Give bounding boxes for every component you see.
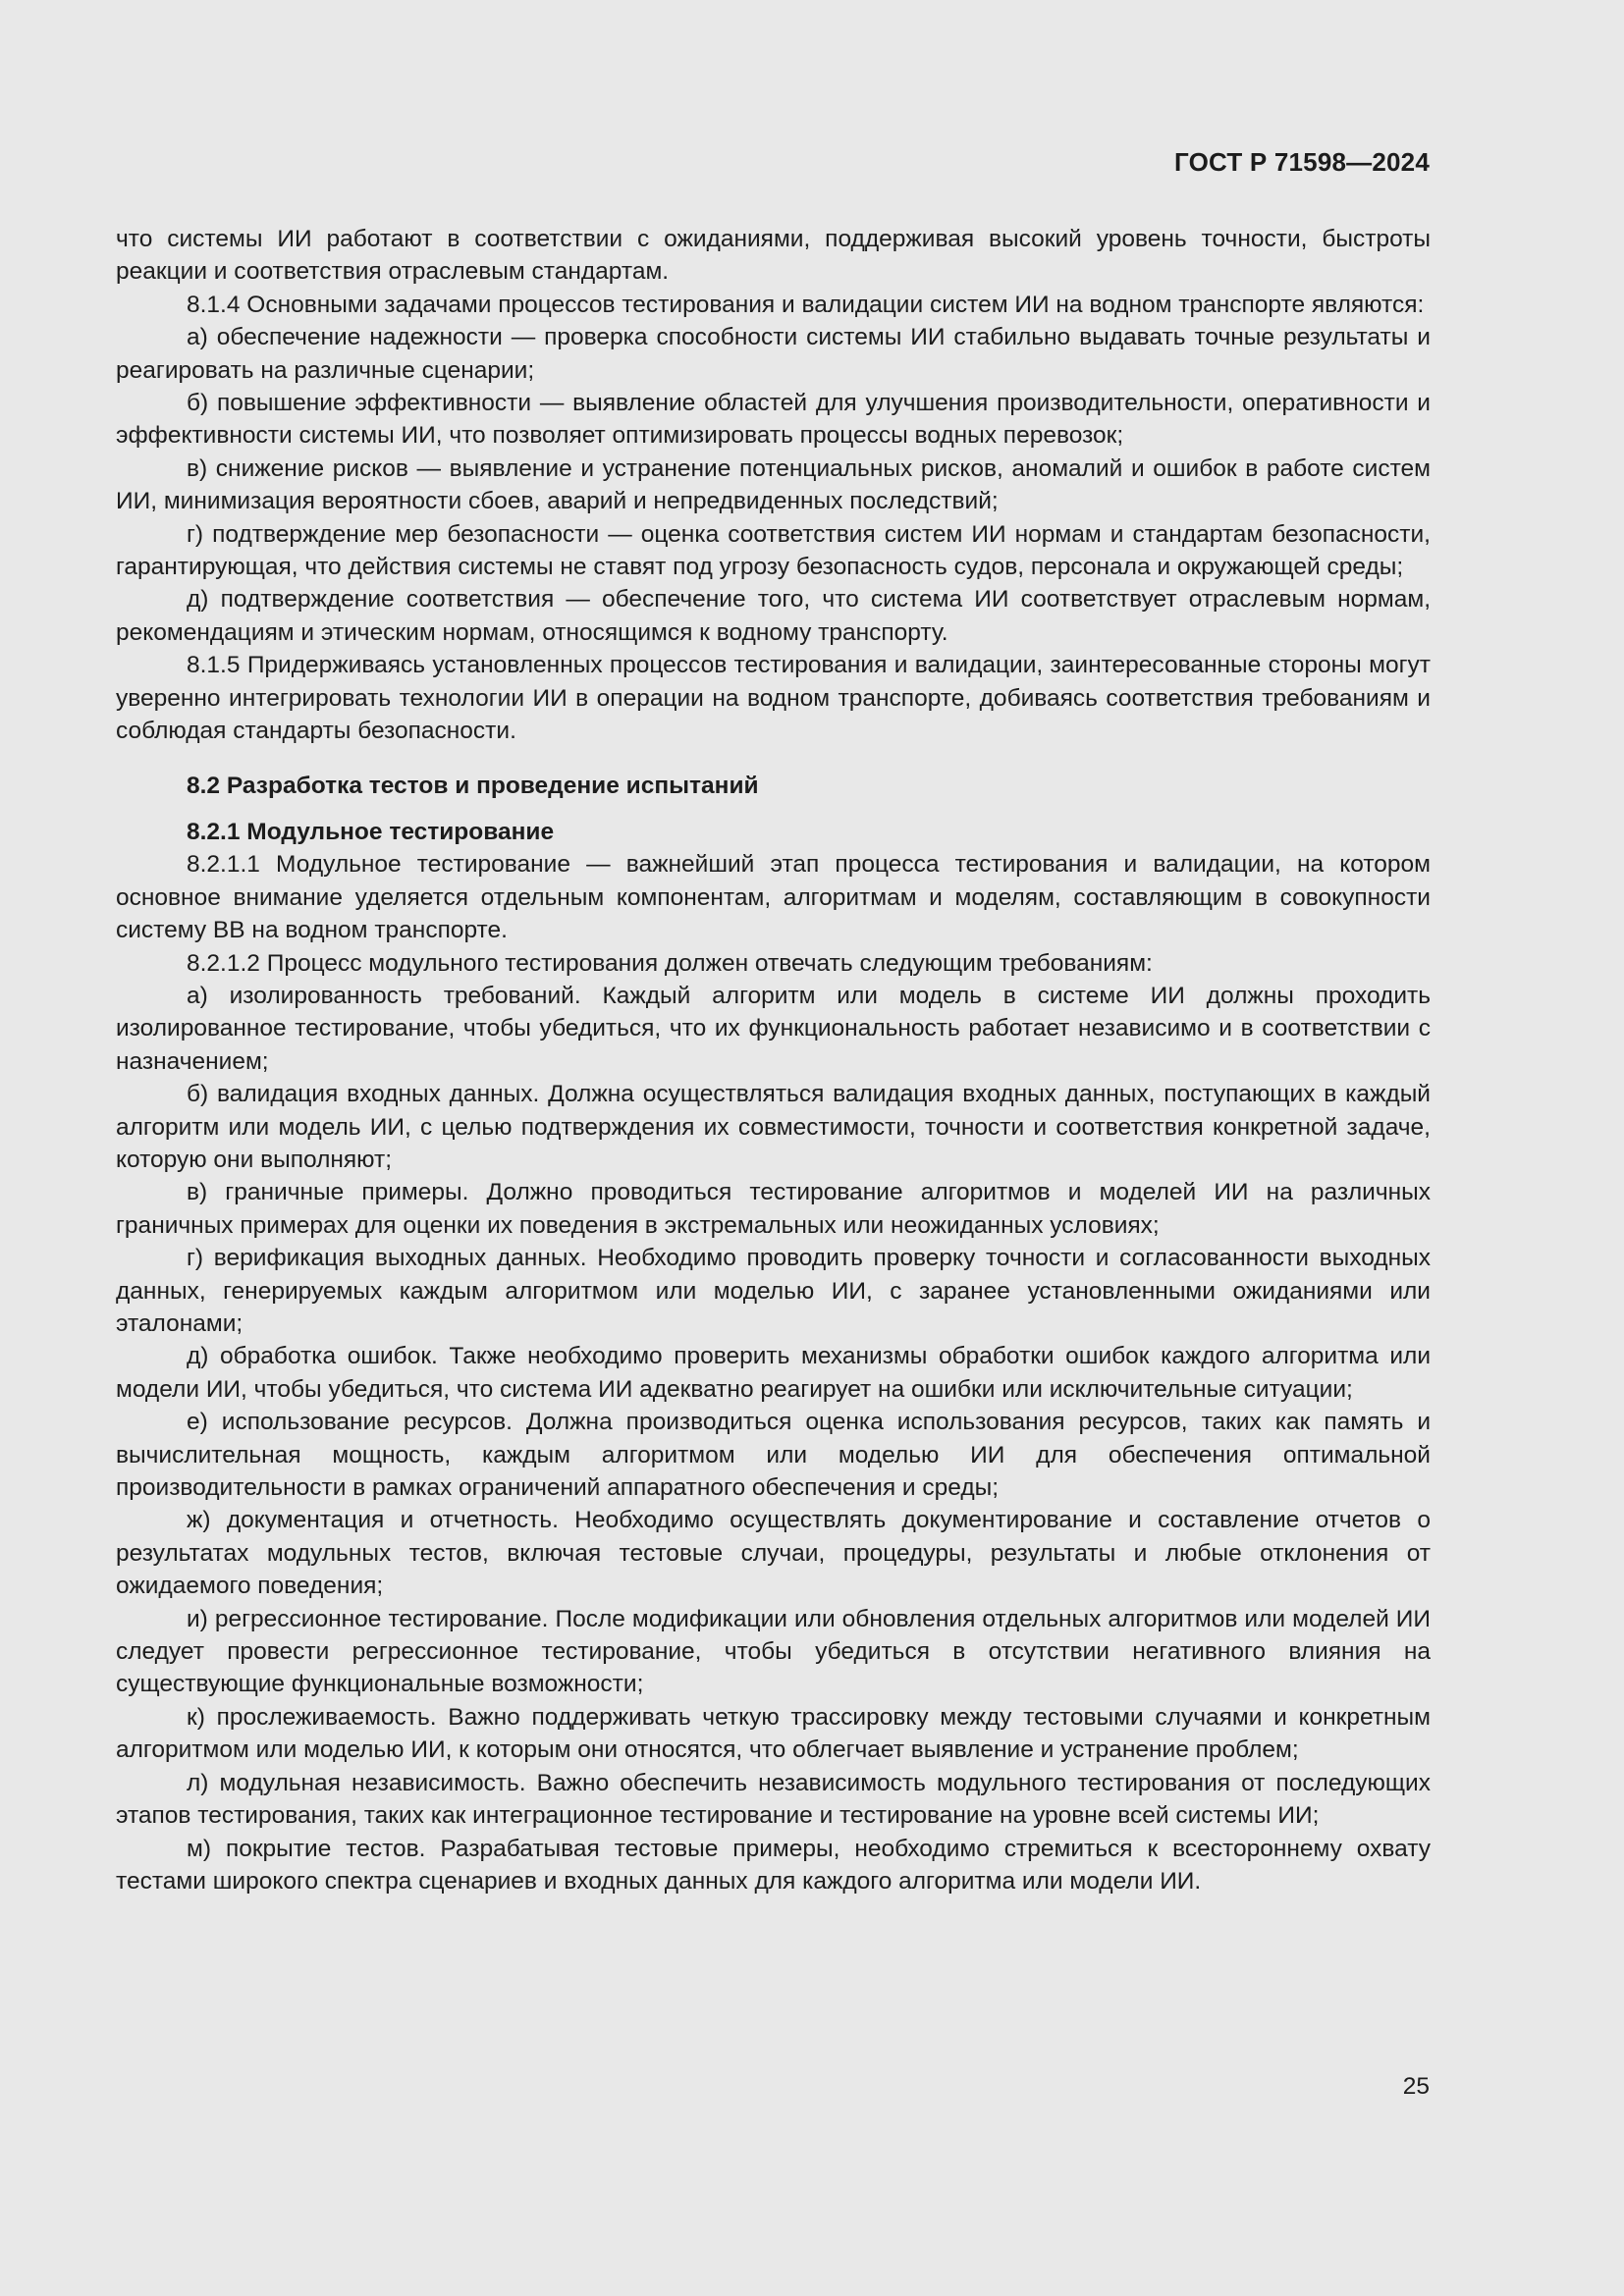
list-item: д) обработка ошибок. Также необходимо проверить механизмы обработки ошибок каждого алгоритма или модели ИИ, чтобы убедиться, что система ИИ адекватно реагирует на ошибки или исключительные ситуации;: [116, 1343, 1431, 1403]
list-item: б) повышение эффективности — выявление областей для улучшения производительности, оперативности и эффективности системы ИИ, что позволяет оптимизировать процессы водных перевозок;: [116, 390, 1431, 450]
clause-8-2-1-2: 8.2.1.2 Процесс модульного тестирования должен отвечать следующим требованиям:: [187, 949, 1153, 977]
list-item: г) подтверждение мер безопасности — оценка соответствия систем ИИ нормам и стандартам безопасности, гарантирующая, что действия системы не ставят под угрозу безопасность судов, персонала и окружающей среды;: [116, 520, 1431, 581]
section-heading: 8.2 Разработка тестов и проведение испытаний: [187, 772, 759, 799]
list-item: д) подтверждение соответствия — обеспечение того, что система ИИ соответствует отраслевым нормам, рекомендациям и этическим нормам, относящимся к водному транспорту.: [116, 586, 1431, 646]
list-item: а) изолированность требований. Каждый алгоритм или модель в системе ИИ должны проходить изолированное тестирование, чтобы убедиться, что их функциональность работает независимо и в соответствии с назначением;: [116, 982, 1431, 1075]
list-item: е) использование ресурсов. Должна производиться оценка использования ресурсов, таких как память и вычислительная мощность, каждым алгоритмом или моделью ИИ для обеспечения оптимальной производительности в рамках ограничений аппаратного обеспечения и среды;: [116, 1409, 1431, 1502]
list-item: м) покрытие тестов. Разрабатывая тестовые примеры, необходимо стремиться к всестороннему охвату тестами широкого спектра сценариев и входных данных для каждого алгоритма или модели ИИ.: [116, 1835, 1431, 1895]
list-item: л) модульная независимость. Важно обеспечить независимость модульного тестирования от последующих этапов тестирования, таких как интеграционное тестирование и тестирование на уровне всей системы ИИ;: [116, 1769, 1431, 1830]
document-body: [116, 223, 1431, 1897]
list-item: б) валидация входных данных. Должна осуществляться валидация входных данных, поступающих в каждый алгоритм или модель ИИ, с целью подтверждения их совместимости, точности и соответствия конкретной задаче, которую они выполняют;: [116, 1081, 1431, 1173]
clause-8-1-5: 8.1.5 Придерживаясь установленных процессов тестирования и валидации, заинтересованные стороны могут уверенно интегрировать технологии ИИ в операции на водном транспорте, добиваясь соответствия требованиям и соблюдая стандарты безопасности.: [116, 652, 1431, 745]
page-number: 25: [1402, 2073, 1430, 2100]
list-item: и) регрессионное тестирование. После модификации или обновления отдельных алгоритмов или моделей ИИ следует провести регрессионное тестирование, чтобы убедиться в отсутствии негативного влияния на существующие функциональные возможности;: [116, 1605, 1431, 1698]
list-item: в) снижение рисков — выявление и устранение потенциальных рисков, аномалий и ошибок в работе систем ИИ, минимизация вероятности сбоев, аварий и непредвиденных последствий;: [116, 454, 1431, 515]
subsection-heading: 8.2.1 Модульное тестирование: [187, 818, 555, 845]
clause-8-1-4: 8.1.4 Основными задачами процессов тестирования и валидации систем ИИ на водном транспорте являются:: [187, 291, 1425, 318]
list-item: в) граничные примеры. Должно проводиться тестирование алгоритмов и моделей ИИ на различных граничных примерах для оценки их поведения в экстремальных или неожиданных условиях;: [116, 1179, 1431, 1239]
list-item: ж) документация и отчетность. Необходимо осуществлять документирование и составление отчетов о результатах модульных тестов, включая тестовые случаи, процедуры, результаты и любые отклонения от ожидаемого поведения;: [116, 1507, 1431, 1600]
clause-8-2-1-1: 8.2.1.1 Модульное тестирование — важнейший этап процесса тестирования и валидации, на котором основное внимание уделяется отдельным компонентам, алгоритмам и моделям, составляющим в совокупности систему ВВ на водном транспорте.: [116, 851, 1431, 944]
list-item: а) обеспечение надежности — проверка способности системы ИИ стабильно выдавать точные результаты и реагировать на различные сценарии;: [116, 324, 1431, 384]
list-item: г) верификация выходных данных. Необходимо проводить проверку точности и согласованности выходных данных, генерируемых каждым алгоритмом или моделью ИИ, с заранее установленными ожиданиями или эталонами;: [116, 1245, 1431, 1337]
paragraph: что системы ИИ работают в соответствии с ожиданиями, поддерживая высокий уровень точности, быстроты реакции и соответствия отраслевым стандартам.: [116, 226, 1431, 286]
document-header: ГОСТ Р 71598—2024: [1174, 147, 1430, 177]
list-item: к) прослеживаемость. Важно поддерживать четкую трассировку между тестовыми случаями и конкретным алгоритмом или моделью ИИ, к которым они относятся, что облегчает выявление и устранение проблем;: [116, 1703, 1431, 1764]
